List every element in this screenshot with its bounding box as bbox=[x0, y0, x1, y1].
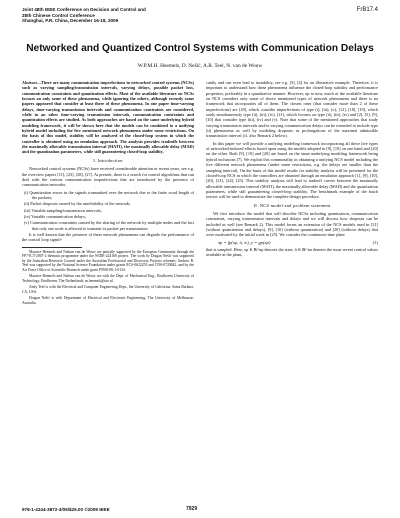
right-column bbox=[206, 80, 378, 260]
abstract bbox=[22, 80, 194, 155]
list-item: (iv) Variable communication delays; bbox=[24, 213, 86, 219]
session-code: FrB17.4 bbox=[356, 7, 378, 13]
left-column bbox=[22, 80, 194, 307]
after-list-paragraph: It is well known that the presence of these network phenomena can degrade the performance of the control loop signifi- bbox=[22, 231, 194, 243]
list-item: (ii) Packet dropouts caused by the unreliability of the network; bbox=[24, 201, 131, 207]
list-item: (i) Quantization errors in the signals transmitted over the network due to the finite word length of the packets; bbox=[24, 189, 194, 200]
conference-line-3: Shanghai, P.R. China, December 16-18, 2009 bbox=[22, 18, 119, 24]
footnote-rule bbox=[22, 247, 82, 248]
abstract-label: Abstract bbox=[22, 80, 37, 85]
conference-line-2: 28th Chinese Control Conference bbox=[22, 12, 95, 18]
footnote: Maurice Heemels and Nathan van de Wouw are partially supported by the European Community through the FP7-ICT-2007-2 thematic programme under the WIDE-224168 project. The work by Dragan Nešić was supported by the Australian Research Council under the Australian Professorial and Discovery Projects schemes. Andrew R. Teel was supported by the National Science Foundation under grants ECS-0622253 and CNS-0720842, and by the Air Force Office of Scientific Research under grant F9550-06-1-0134. bbox=[22, 249, 194, 272]
paragraph: In this paper we will provide a unifying modeling framework incorporating all these five types of networked-induced effects based upon using the models adopted in [9], [10] on one hand and [20] on the other. Both [9], [10] and [20] are based on the same underlying modeling framework being hybrid inclusions [7]. We exploit this commonality in obtaining a unifying NCS model including the five different network phenomena (under some restrictions, e.g. the delays are smaller than the sampling interval). On the basis of this model results for stability analysis will be presented for the closed-loop NCS in which the controllers are obtained through an emulation approach [1], [9], [10], [20], [21], [24], [25]. This stability analysis will lead to tradeoff curves between the maximally allowable transmission interval (MATI), the maximally allowable delay (MAD) and the quantization parameters, while still guaranteeing closed-loop stability. The benchmark example of the batch reactor will be used to demonstrate the complete design procedure. bbox=[206, 140, 378, 200]
section-1-heading: I. Introduction bbox=[93, 157, 123, 163]
conference-header bbox=[22, 7, 146, 24]
paragraph: We first introduce the model that will describe NCSs including quantization, communication constraints, varying transmission intervals and delays and we will discuss how dropouts can be included as well (see Remark 2). This model forms an extension of the NCS models used in [21] (without quantization and delays), [9], [10] (without quantization) and [20] (without delays) that were motivated by the initial work in [25]. We consider the continuous-time plant bbox=[206, 210, 378, 238]
footnote: Andy Teel is with the Electrical and Computer Engineering Dept., the University of California, Santa Barbara, CA, USA. bbox=[22, 285, 194, 294]
conference-line-1: Joint 48th IEEE Conference on Decision and Control and bbox=[22, 7, 146, 12]
paragraph: cantly and can even lead to instability, see e.g. [3], [4] for an illustrative example. Therefore, it is important to understand how these phenomena influence the closed-loop stability and performance properties, preferably in a quantitative manner. However, up to now, much of the available literature on NCS considers only some of above mentioned types of network phenomena and there is no framework that incorporates all of them. The closest ones (that consider more than 2 of these imperfections) are [20], which consider imperfections of type (i), (iii), (v), [12], [18], [19], which study simultaneously type (ii), (iii), (iv), [21], which focuses on type (ii), (iii), (iv) and [2], [5], [9], [10] that consider type (iii), (iv) and (v). Note that some of the mentioned approaches that study varying transmission intervals and/or varying communication delays can be extended to include type (ii) phenomena as well by modeling dropouts as prolongations of the maximal admissible transmission interval (cf. also Remark 2 below). bbox=[206, 80, 378, 139]
footnote: Dragan Nešić is with Department of Electrical and Electronic Engineering, The University of Melbourne, Australia. bbox=[22, 296, 194, 305]
equation-1 bbox=[218, 240, 378, 245]
abstract-text: —There are many communication imperfections in networked control systems (NCSs) such as varying sampling/transmission intervals, varying delays, possible packet loss, communication constraints and quantization effects. Most of the available literature on NCSs focuses on only some of these phenomena, while ignoring the others, although recently some papers appeared that consider at least three of these phenomena. In one paper time-varying delays, time-varying transmission intervals and communication constraints are considered, while in an other time-varying transmission intervals, communication constraints and quantization effects are studied. As both approaches are based on the same underlying hybrid modeling framework, it will be shown here that the models can be combined to a unifying hybrid model including the five mentioned network phenomena under some restrictions. On the basis of this model, stability will be analyzed of the closed-loop system in which the controller is obtained using an emulation approach. The analysis provides tradeoffs between the maximally allowable transmission interval (MATI), the maximally allowable delay (MAD) and the quantization parameters, while still guaranteeing closed-loop stability. bbox=[22, 80, 194, 155]
isbn-footer: 978-1-4244-3872-3/09/$25.00 ©2009 IEEE bbox=[22, 507, 110, 512]
list-item: (iii) Variable sampling/transmission intervals; bbox=[24, 207, 102, 213]
list-item: (v) Communication constraints caused by the sharing of the network by multiple nodes and the fact that only one node is allowed to transmit its packet per transmission. bbox=[24, 220, 194, 231]
paper-authors: W.P.M.H. Heemels, D. Nešić, A.R. Teel, N. van de Wouw bbox=[137, 63, 263, 69]
equation-body: ẋp = fp(xp, û, w), y = gp(xp) bbox=[218, 239, 271, 245]
page-number: 7929 bbox=[186, 506, 198, 512]
intro-paragraph: Networked control systems (NCSs) have received considerable attention in recent years, see e.g. the overview papers [11], [23], [28], [27]. At present, there is a search for control algorithms that can deal with the various communication imperfections that are introduced by the presence of communication networks: bbox=[22, 166, 194, 188]
footnote: Maurice Heemels and Nathan van de Wouw are with the Dept. of Mechanical Eng., Eindhoven University of Technology, Eindhoven, The Netherlands, m.heemels@tue.nl. bbox=[22, 274, 194, 283]
paragraph: that is sampled. Here, xp ∈ ℝ^np denotes the state, û ∈ ℝ^nu denotes the most recent control values available at the plant, bbox=[206, 246, 378, 258]
section-2-heading: II. NCS model and problem statement bbox=[253, 202, 331, 208]
equation-number: (1) bbox=[372, 239, 378, 245]
paper-title: Networked and Quantized Control Systems with Communication Delays bbox=[26, 43, 374, 54]
